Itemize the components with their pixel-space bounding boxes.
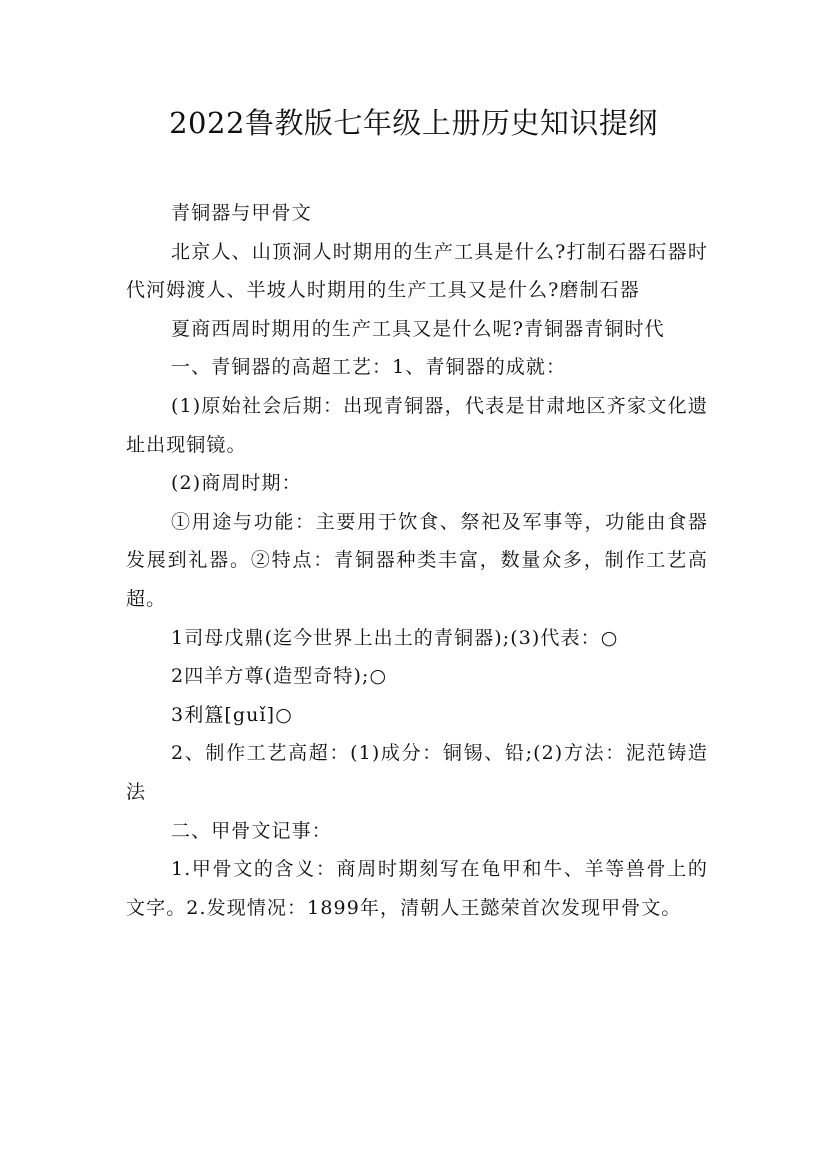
paragraph: 1.甲骨文的含义：商周时期刻写在龟甲和牛、羊等兽骨上的文字。2.发现情况：1899年，清朝人王懿荣首次发现甲骨文。 — [126, 858, 708, 919]
paragraph: 2四羊方尊(造型奇特);○ — [171, 665, 388, 688]
paragraph: 1司母戊鼎(迄今世界上出土的青铜器);(3)代表：○ — [171, 626, 619, 649]
paragraph: 北京人、山顶洞人时期用的生产工具是什么?打制石器石器时代河姆渡人、半坡人时期用的生产工具又是什么?磨制石器 — [126, 240, 708, 302]
paragraph: 3利簋[guǐ]○ — [171, 703, 293, 726]
paragraph: 夏商西周时期用的生产工具又是什么呢?青铜器青铜时代 — [171, 317, 665, 340]
paragraph: ①用途与功能：主要用于饮食、祭祀及军事等，功能由食器发展到礼器。②特点：青铜器种类丰富，数量众多，制作工艺高超。 — [126, 510, 708, 610]
paragraph: 二、甲骨文记事： — [171, 819, 332, 842]
paragraph: (2)商周时期： — [171, 472, 302, 495]
paragraph: 2、制作工艺高超：(1)成分：铜锡、铅;(2)方法：泥范铸造法 — [126, 742, 708, 803]
document-title: 2022鲁教版七年级上册历史知识提纲 — [169, 106, 658, 140]
paragraph: 一、青铜器的高超工艺：1、青铜器的成就： — [171, 356, 567, 379]
document-body — [126, 194, 708, 927]
paragraph: (1)原始社会后期：出现青铜器，代表是甘肃地区齐家文化遗址出现铜镜。 — [126, 394, 708, 456]
paragraph-section-heading: 青铜器与甲骨文 — [171, 202, 312, 224]
